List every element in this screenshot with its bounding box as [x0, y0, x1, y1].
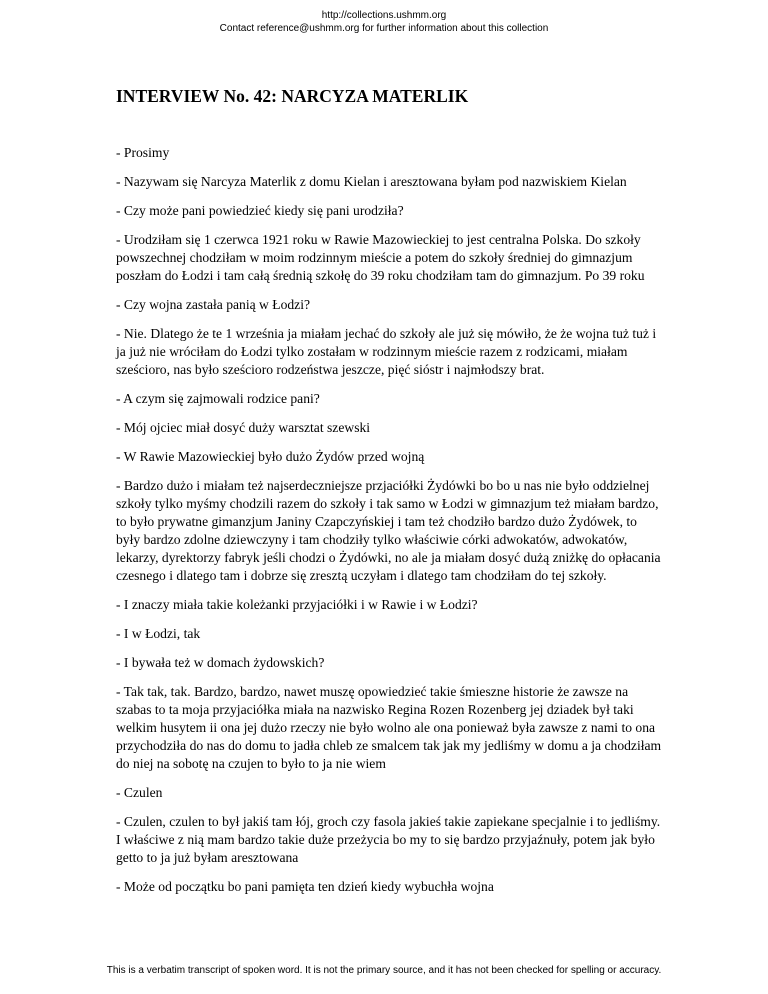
transcript-paragraph: - W Rawie Mazowieckiej było dużo Żydów przed wojną [116, 449, 425, 464]
transcript-paragraph: - Prosimy [116, 145, 170, 160]
transcript-paragraph: - I znaczy miała takie koleżanki przyjaciółki i w Rawie i w Łodzi? [116, 597, 478, 612]
transcript-paragraph: - Czulen [116, 785, 163, 800]
transcript-paragraph: - Tak tak, tak. Bardzo, bardzo, nawet muszę opowiedzieć takie śmieszne historie że zawsze na szabas to ta moja przyjaciółka miała na nazwisko Regina Rozen Rozenberg jej dziadek był taki welkim husytem ii ona jej dużo rzeczy nie było wolno ale ona ponieważ była zawsze z nami to ona przychodziła do nas do domu to jadła chleb ze smalcem tak jak my jedliśmy w domu a ja chodziłam do niej na sobotę na czujen to było to ja nie wiem [116, 684, 662, 771]
collection-url: http://collections.ushmm.org [321, 10, 447, 21]
transcript-paragraph: - Czulen, czulen to był jakiś tam łój, groch czy fasola jakieś takie zapiekane specjalnie i to jedliśmy. I właściwe z nią mam bardzo takie duże przeżycia bo my to się bardzo przyjaźnuły, potem jak było getto to ja już byłam aresztowana [116, 814, 661, 865]
transcript-paragraph: - I bywała też w domach żydowskich? [116, 655, 325, 670]
transcript-paragraph: - Może od początku bo pani pamięta ten dzień kiedy wybuchła wojna [116, 879, 494, 894]
transcript-paragraph: - Nie. Dlatego że te 1 września ja miałam jechać do szkoły ale już się mówiło, że że wojna tuż tuż i ja już nie wróciłam do Łodzi tylko zostałam w rodzinnym mieście razem z rodzicami, miałam sześcioro, nas było sześcioro rodzeństwa jeszcze, pięć sióstr i najmłodszy brat. [116, 326, 657, 377]
page-footer: This is a verbatim transcript of spoken word. It is not the primary source, and it has not been checked for spelling or accuracy. [106, 965, 662, 976]
transcript-paragraph: - Czy może pani powiedzieć kiedy się pani urodziła? [116, 203, 404, 218]
contact-line: Contact reference@ushmm.org for further information about this collection [219, 23, 549, 34]
transcript-paragraph: - Czy wojna zastała panią w Łodzi? [116, 297, 311, 312]
interview-title: INTERVIEW No. 42: NARCYZA MATERLIK [116, 86, 469, 106]
transcript-paragraph: - Urodziłam się 1 czerwca 1921 roku w Rawie Mazowieckiej to jest centralna Polska. Do szkoły powszechnej chodziłam w moim rodzinnym mieście a potem do szkoły średniej do gimnazjum poszłam do Łodzi i tam całą średnią szkołę do 39 roku chodziłam tam do gimnazjum. Po 39 roku [116, 232, 645, 283]
transcript-paragraph: - I w Łodzi, tak [116, 626, 201, 641]
transcript-paragraph: - A czym się zajmowali rodzice pani? [116, 391, 320, 406]
transcript-paragraph: - Nazywam się Narcyza Materlik z domu Kielan i aresztowana byłam pod nazwiskiem Kielan [116, 174, 627, 189]
transcript-paragraph: - Mój ojciec miał dosyć duży warsztat szewski [116, 420, 371, 435]
page-header [0, 9, 768, 35]
transcript-body [116, 144, 662, 907]
transcript-paragraph: - Bardzo dużo i miałam też najserdeczniejsze przjaciółki Żydówki bo bo u nas nie było oddzielnej szkoły tylko myśmy chodzili razem do szkoły i tak samo w Łodzi w gimnazjum też miałam bardzo, to było prywatne gimanzjum Janiny Czapczyńskiej i tam też chodziło bardzo dużo Żydówek, to były bardzo zdolne dziewczyny i tam chodziły tylko właściwie córki adwokatów, adwokatów, lekarzy, dyrektorzy fabryk jeśli chodzi o Żydówki, no ale ja miałam dosyć dużą zniżkę do opłacania czesnego i dlatego tam i dobrze się zresztą uczyłam i dlatego tam chodziłam do tej szkoły. [116, 478, 661, 583]
